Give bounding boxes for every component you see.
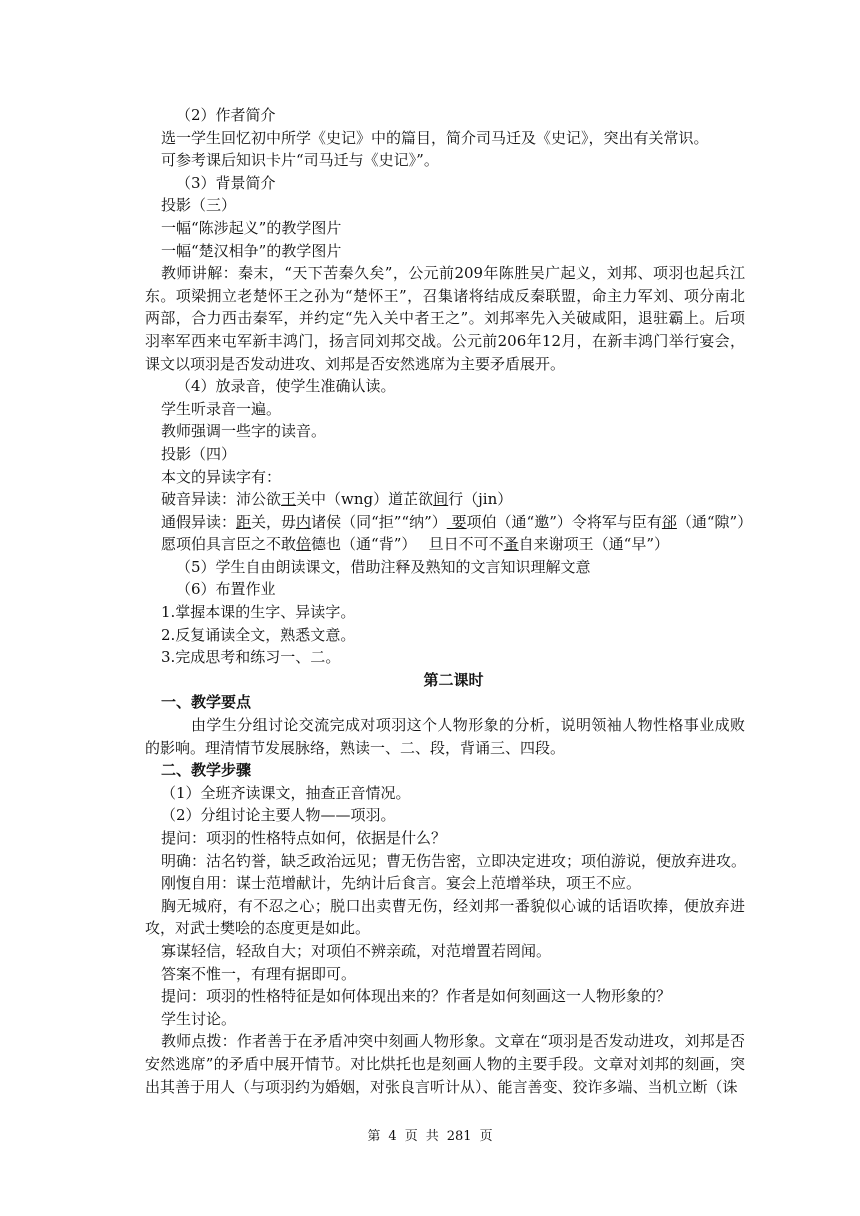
text-line: （3）背景简介 bbox=[176, 173, 276, 192]
text-line: 1.掌握本课的生字、异读字。 bbox=[161, 603, 356, 622]
underlined-char: 王 bbox=[281, 490, 297, 509]
underlined-char: 间 bbox=[433, 490, 449, 509]
yidu-line-tongjia bbox=[161, 511, 753, 534]
underlined-char: 内 bbox=[296, 512, 312, 531]
text-line: 提问：项羽的性格特征是如何体现出来的？作者是如何刻画这一人物形象的？ bbox=[161, 987, 672, 1006]
footer-text: 页 bbox=[479, 1129, 493, 1144]
paragraph-character: 胸无城府，有不忍之心；脱口出卖曹无伤，经刘邦一番貌似心诚的话语吹捧，便放弃进攻，对武士樊哙的态度更是如此。 bbox=[145, 896, 745, 938]
yidu-text: 德也（通“背”） 旦日不可不 bbox=[311, 535, 504, 554]
paragraph-key-points: 由学生分组讨论交流完成对项羽这个人物形象的分析，说明领袖人物性格事业成败的影响。理清情节发展脉络，熟读一、二、段，背诵三、四段。 bbox=[145, 716, 745, 757]
text-line: 一幅“楚汉相争”的教学图片 bbox=[161, 241, 342, 260]
footer-text: 第 bbox=[367, 1129, 381, 1144]
paragraph-background: 教师讲解：秦末，“天下苦秦久矣”，公元前209年陈胜吴广起义，刘邦、项羽也起兵江东。项梁拥立老楚怀王之孙为“楚怀王”，召集诸将结成反秦联盟，命主力军刘、项分南北两部，合力西击秦军，并约定“先入关中者王之”。刘邦率先入关破咸阳，退驻霸上。后项羽率军西来屯军新丰鸿门，扬言同刘邦交战。公元前206年12月，在新丰鸿门举行宴会，课文以项羽是否发动进攻、刘邦是否安然逃席为主要矛盾展开。 bbox=[145, 264, 745, 373]
text-line: 提问：项羽的性格特点如何，依据是什么？ bbox=[161, 829, 447, 847]
yidu-text: 破音异读：沛公欲 bbox=[161, 490, 282, 509]
yidu-text: 项伯（通“邀”）令将军与臣有 bbox=[466, 512, 662, 531]
text-line: 2.反复诵读全文，熟悉文意。 bbox=[161, 625, 356, 644]
yidu-text: 通假异读： bbox=[161, 512, 237, 531]
section-heading: 一、教学要点 bbox=[161, 693, 252, 712]
underlined-char: 倍 bbox=[296, 535, 312, 554]
text-line: （2）分组讨论主要人物——项羽。 bbox=[161, 806, 396, 825]
yidu-line-tongjia-2 bbox=[161, 533, 746, 556]
yidu-line-poyin bbox=[161, 488, 746, 511]
text-line: 3.完成思考和练习一、二。 bbox=[161, 648, 341, 667]
yidu-text: （通“隙”） bbox=[676, 512, 753, 531]
text-line: 本文的异读字有： bbox=[161, 467, 282, 486]
section-heading: 二、教学步骤 bbox=[161, 761, 252, 780]
yidu-text: 关中（wng）道芷欲 bbox=[296, 490, 434, 509]
text-line: 一幅“陈涉起义”的教学图片 bbox=[161, 218, 342, 237]
paragraph-guidance: 教师点拨：作者善于在矛盾冲突中刻画人物形象。文章在“项羽是否发动进攻，刘邦是否安然逃席”的矛盾中展开情节。对比烘托也是刻画人物的主要手段。文章对刘邦的刻画，突出其善于用人（与项羽约为婚姻，对张良言听计从）、能言善变、狡诈多端、当机立断（诛 bbox=[145, 1032, 745, 1096]
page-footer bbox=[0, 1125, 860, 1144]
text-line: 答案不惟一，有理有据即可。 bbox=[161, 964, 357, 983]
text-line: （5）学生自由朗读课文，借助注释及熟知的文言知识理解文意 bbox=[176, 557, 591, 576]
text-line: （2）作者简介 bbox=[176, 106, 276, 124]
text-line: 投影（三） bbox=[161, 196, 237, 215]
text-line: 学生听录音一遍。 bbox=[161, 399, 282, 418]
total-pages: 281 bbox=[446, 1129, 472, 1144]
yidu-text: 自来谢项王（通“早”） bbox=[518, 535, 669, 554]
footer-text: 共 bbox=[425, 1129, 439, 1144]
text-line: 选一学生回忆初中所学《史记》中的篇目，简介司马迁及《史记》，突出有关常识。 bbox=[161, 128, 709, 147]
text-line: 寡谋轻信，轻敌自大；对项伯不辨亲疏，对范增置若罔闻。 bbox=[161, 941, 552, 960]
underlined-char: 距 bbox=[236, 512, 252, 531]
underlined-char: 要 bbox=[446, 512, 467, 531]
text-line: 学生讨论。 bbox=[161, 1009, 237, 1028]
page-content bbox=[145, 104, 753, 1098]
text-line: 可参考课后知识卡片“司马迁与《史记》”。 bbox=[161, 151, 439, 170]
yidu-text: 诸侯（同“拒”“纳”） bbox=[311, 512, 447, 531]
section-title: 第二课时 bbox=[423, 670, 484, 689]
text-line: 明确：沽名钓誉，缺乏政治远见；曹无伤告密，立即决定进攻；项伯游说，便放弃进攻。 bbox=[161, 851, 747, 870]
text-line: （1）全班齐读课文，抽查正音情况。 bbox=[161, 783, 411, 802]
underlined-char: 蚤 bbox=[503, 535, 519, 554]
footer-text: 页 bbox=[404, 1129, 418, 1144]
text-line: （4）放录音，使学生准确认读。 bbox=[176, 377, 396, 396]
yidu-text: 愿项伯具言臣之不敢 bbox=[161, 535, 297, 554]
underlined-char: 郤 bbox=[661, 512, 677, 531]
yidu-text: 关，毋 bbox=[251, 512, 297, 531]
page-number: 4 bbox=[388, 1129, 397, 1144]
text-line: 刚愎自用：谋士范增献计，先纳计后食言。宴会上范增举玦，项王不应。 bbox=[161, 874, 642, 893]
text-line: 投影（四） bbox=[161, 444, 237, 463]
yidu-text: 行（jin） bbox=[448, 490, 513, 509]
text-line: （6）布置作业 bbox=[176, 580, 276, 599]
text-line: 教师强调一些字的读音。 bbox=[161, 422, 327, 441]
